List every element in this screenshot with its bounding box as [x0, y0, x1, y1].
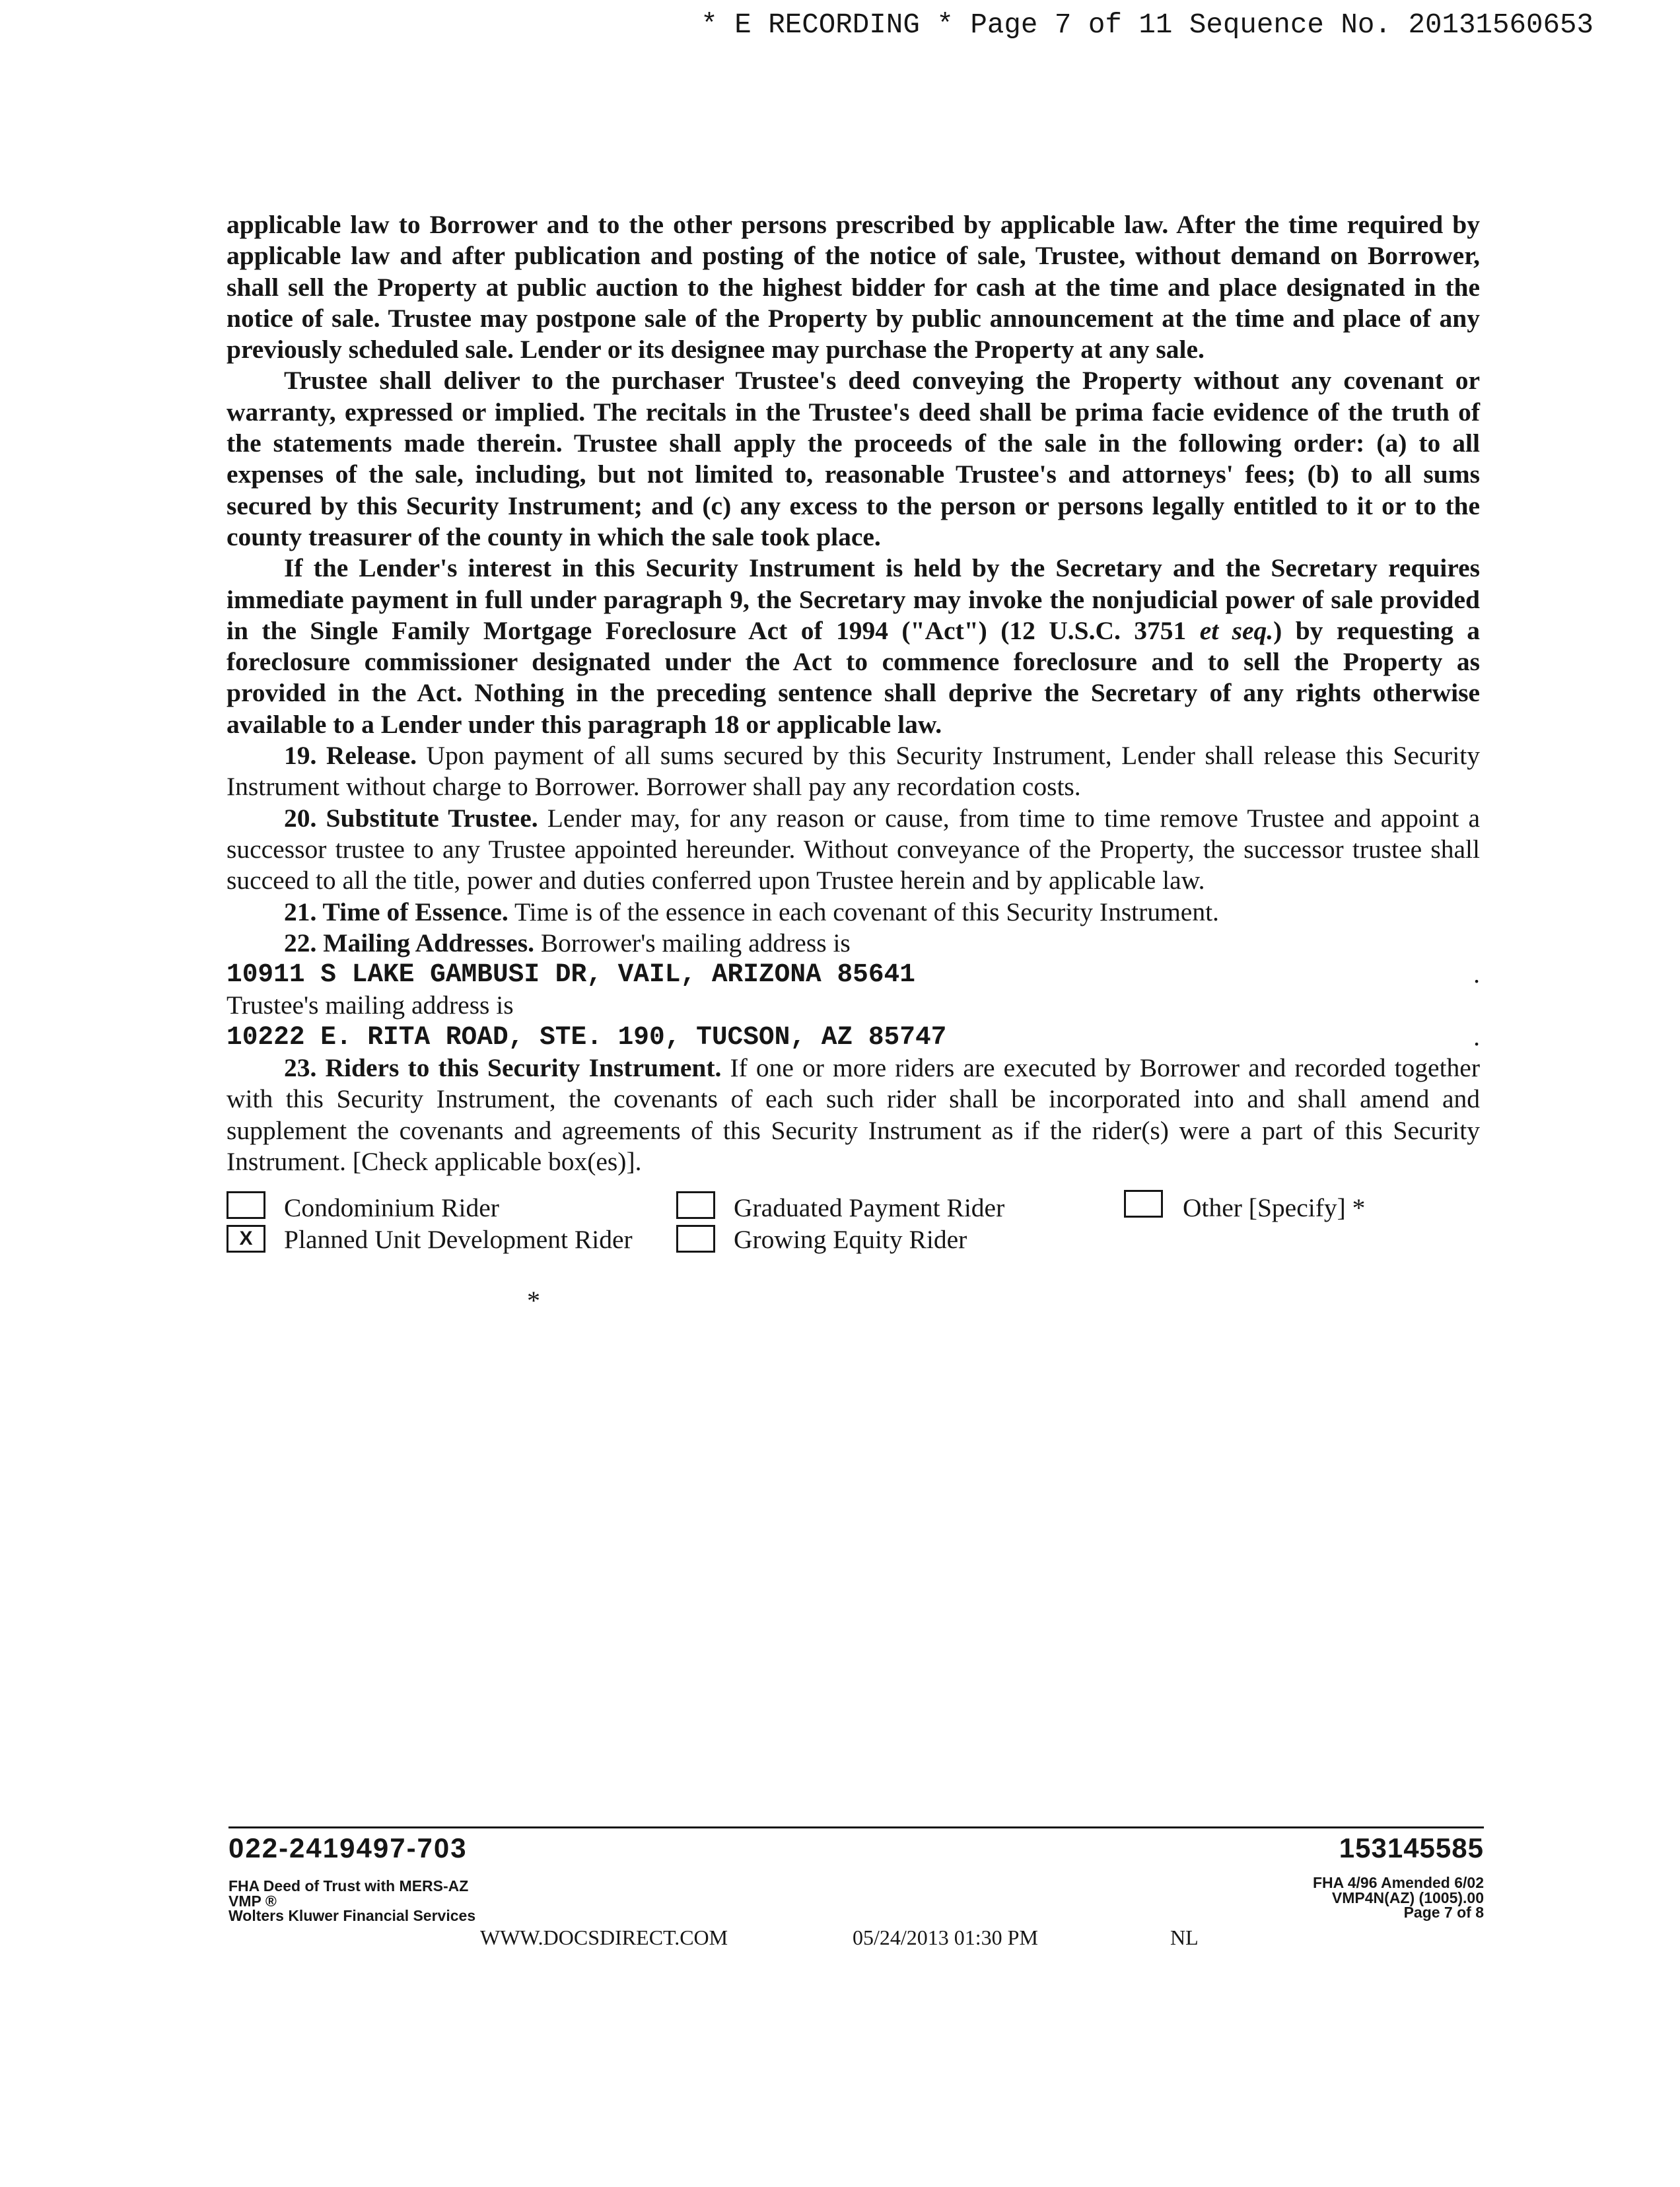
item-19-release	[227, 740, 1480, 803]
recording-stamp: * E RECORDING * Page 7 of 11 Sequence No. 20131560653	[701, 9, 1593, 41]
borrower-address-line	[227, 959, 1480, 990]
rider-checkbox-planned-unit-development[interactable]	[227, 1225, 265, 1253]
checkbox-mark: X	[239, 1228, 253, 1249]
form-info-line: FHA 4/96 Amended 6/02	[1312, 1874, 1484, 1891]
item-22-mailing-addresses	[227, 928, 1480, 1053]
form-info-line: Page 7 of 8	[1403, 1904, 1484, 1921]
item-heading: 21. Time of Essence.	[284, 897, 508, 926]
footer-left-id: 022-2419497-703	[228, 1832, 468, 1863]
text-line	[227, 897, 1480, 928]
text-line: available to a Lender under this paragraph 18 or applicable law.	[227, 709, 942, 739]
rider-label-condominium: Condominium Rider	[284, 1193, 499, 1222]
footer-timestamp: 05/24/2013 01:30 PM	[853, 1926, 1038, 1949]
asterisk-note: *	[527, 1286, 540, 1315]
form-info-line: VMP4N(AZ) (1005).00	[1331, 1889, 1484, 1906]
text-line: county treasurer of the county in which the sale took place.	[227, 522, 881, 551]
text-line: successor trustee to any Trustee appointed hereunder. Without conveyance of the Property, the successor trustee shall	[227, 834, 1480, 864]
address-terminator: .	[1473, 1022, 1480, 1051]
footer-website: WWW.DOCSDIRECT.COM	[480, 1926, 728, 1949]
paragraph-secretary	[227, 553, 1480, 740]
rider-checkbox-graduated-payment[interactable]	[676, 1191, 715, 1219]
paragraph-trustee-deed	[227, 365, 1480, 553]
item-text: Lender may, for any reason or cause, from time to time remove Trustee and appoint a	[547, 803, 1480, 833]
form-info-right	[1313, 1875, 1484, 1920]
text-line: secured by this Security Instrument; and (c) any excess to the person or persons legally entitled to it or to the	[227, 491, 1480, 520]
text-line: Instrument. [Check applicable box(es)].	[227, 1146, 642, 1176]
paragraph-sale	[227, 209, 1480, 365]
text-line: with this Security Instrument, the covenants of each such rider shall be incorporated into and shall amend and	[227, 1084, 1480, 1114]
text-line: succeed to all the title, power and duties conferred upon Trustee herein and by applicable law.	[227, 866, 1205, 895]
rider-checkbox-other[interactable]	[1124, 1190, 1163, 1218]
text-line: the statements made therein. Trustee shall apply the proceeds of the sale in the following order: (a) to all	[227, 429, 1480, 458]
text-segment: in the Single Family Mortgage Foreclosure Act of 1994 ("Act") (12 U.S.C. 3751	[227, 615, 1187, 645]
trustee-address: 10222 E. RITA ROAD, STE. 190, TUCSON, AZ 85747	[227, 1022, 947, 1052]
text-line: warranty, expressed or implied. The recitals in the Trustee's deed shall be prima facie evidence of the truth of	[227, 397, 1480, 427]
item-heading: 22. Mailing Addresses.	[284, 928, 534, 957]
text-line: notice of sale. Trustee may postpone sale of the Property by public announcement at the time and place of any	[227, 303, 1480, 333]
rider-label-graduated-payment: Graduated Payment Rider	[734, 1193, 1005, 1222]
text-line: supplement the covenants and agreements of this Security Instrument as if the rider(s) were a part of this Security	[227, 1115, 1480, 1145]
item-23-riders	[227, 1053, 1480, 1177]
item-heading: 23. Riders to this Security Instrument.	[284, 1053, 722, 1083]
item-text: Time is of the essence in each covenant of this Security Instrument.	[514, 897, 1219, 926]
text-line: Trustee's mailing address is	[227, 990, 514, 1020]
item-text: If one or more riders are executed by Borrower and recorded together	[730, 1053, 1480, 1083]
rider-checkbox-growing-equity[interactable]	[676, 1225, 715, 1253]
footer-initials: NL	[1170, 1926, 1199, 1949]
footer-right-id: 153145585	[1339, 1832, 1484, 1863]
text-line: expenses of the sale, including, but not limited to, reasonable Trustee's and attorneys' fees; (b) to all sums	[227, 460, 1480, 489]
text-line: If the Lender's interest in this Security Instrument is held by the Secretary and the Secretary requires	[284, 553, 1480, 583]
rider-label-growing-equity: Growing Equity Rider	[734, 1225, 967, 1254]
item-text: Borrower's mailing address is	[540, 928, 851, 957]
text-line: immediate payment in full under paragraph 9, the Secretary may invoke the nonjudicial power of sale provided	[227, 584, 1480, 614]
text-line: Trustee shall deliver to the purchaser Trustee's deed conveying the Property without any covenant or	[284, 366, 1480, 396]
text-line	[227, 928, 1480, 959]
text-line: provided in the Act. Nothing in the preceding sentence shall deprive the Secretary of any rights otherwise	[227, 678, 1480, 708]
footer-rule	[228, 1826, 1484, 1828]
text-line: foreclosure commissioner designated under the Act to commence foreclosure and to sell the Property as	[227, 647, 1480, 677]
form-info-left	[228, 1879, 475, 1924]
page-body	[227, 209, 1480, 1177]
text-line	[227, 1053, 1480, 1084]
item-heading: 20. Substitute Trustee.	[284, 803, 538, 833]
trustee-address-line	[227, 1022, 1480, 1053]
item-21-time-of-essence	[227, 897, 1480, 928]
text-line: applicable law and after publication and posting of the notice of sale, Trustee, without demand on Borrower,	[227, 241, 1480, 271]
borrower-address: 10911 S LAKE GAMBUSI DR, VAIL, ARIZONA 85641	[227, 959, 915, 990]
text-line: Instrument without charge to Borrower. Borrower shall pay any recordation costs.	[227, 772, 1081, 802]
address-terminator: .	[1473, 959, 1480, 989]
text-segment: ) by requesting a	[1273, 615, 1480, 645]
item-20-substitute-trustee	[227, 803, 1480, 897]
text-line: previously scheduled sale. Lender or its designee may purchase the Property at any sale.	[227, 335, 1205, 364]
text-line	[227, 740, 1480, 771]
item-heading: 19. Release.	[284, 741, 417, 771]
italic-citation: et seq.	[1199, 615, 1274, 645]
text-line: applicable law to Borrower and to the other persons prescribed by applicable law. After the time required by	[227, 210, 1480, 239]
rider-label-other: Other [Specify] *	[1183, 1193, 1366, 1222]
item-text: Upon payment of all sums secured by this Security Instrument, Lender shall release this Security	[426, 741, 1481, 771]
rider-label-planned-unit-development: Planned Unit Development Rider	[284, 1225, 633, 1254]
form-info-line: VMP ®	[228, 1892, 277, 1910]
text-line: shall sell the Property at public auction to the highest bidder for cash at the time and place designated in the	[227, 272, 1480, 302]
rider-checkbox-condominium[interactable]	[227, 1191, 265, 1219]
text-line	[227, 803, 1480, 834]
form-info-line: FHA Deed of Trust with MERS-AZ	[228, 1877, 469, 1894]
text-line	[227, 615, 1480, 646]
form-info-line: Wolters Kluwer Financial Services	[228, 1907, 476, 1924]
